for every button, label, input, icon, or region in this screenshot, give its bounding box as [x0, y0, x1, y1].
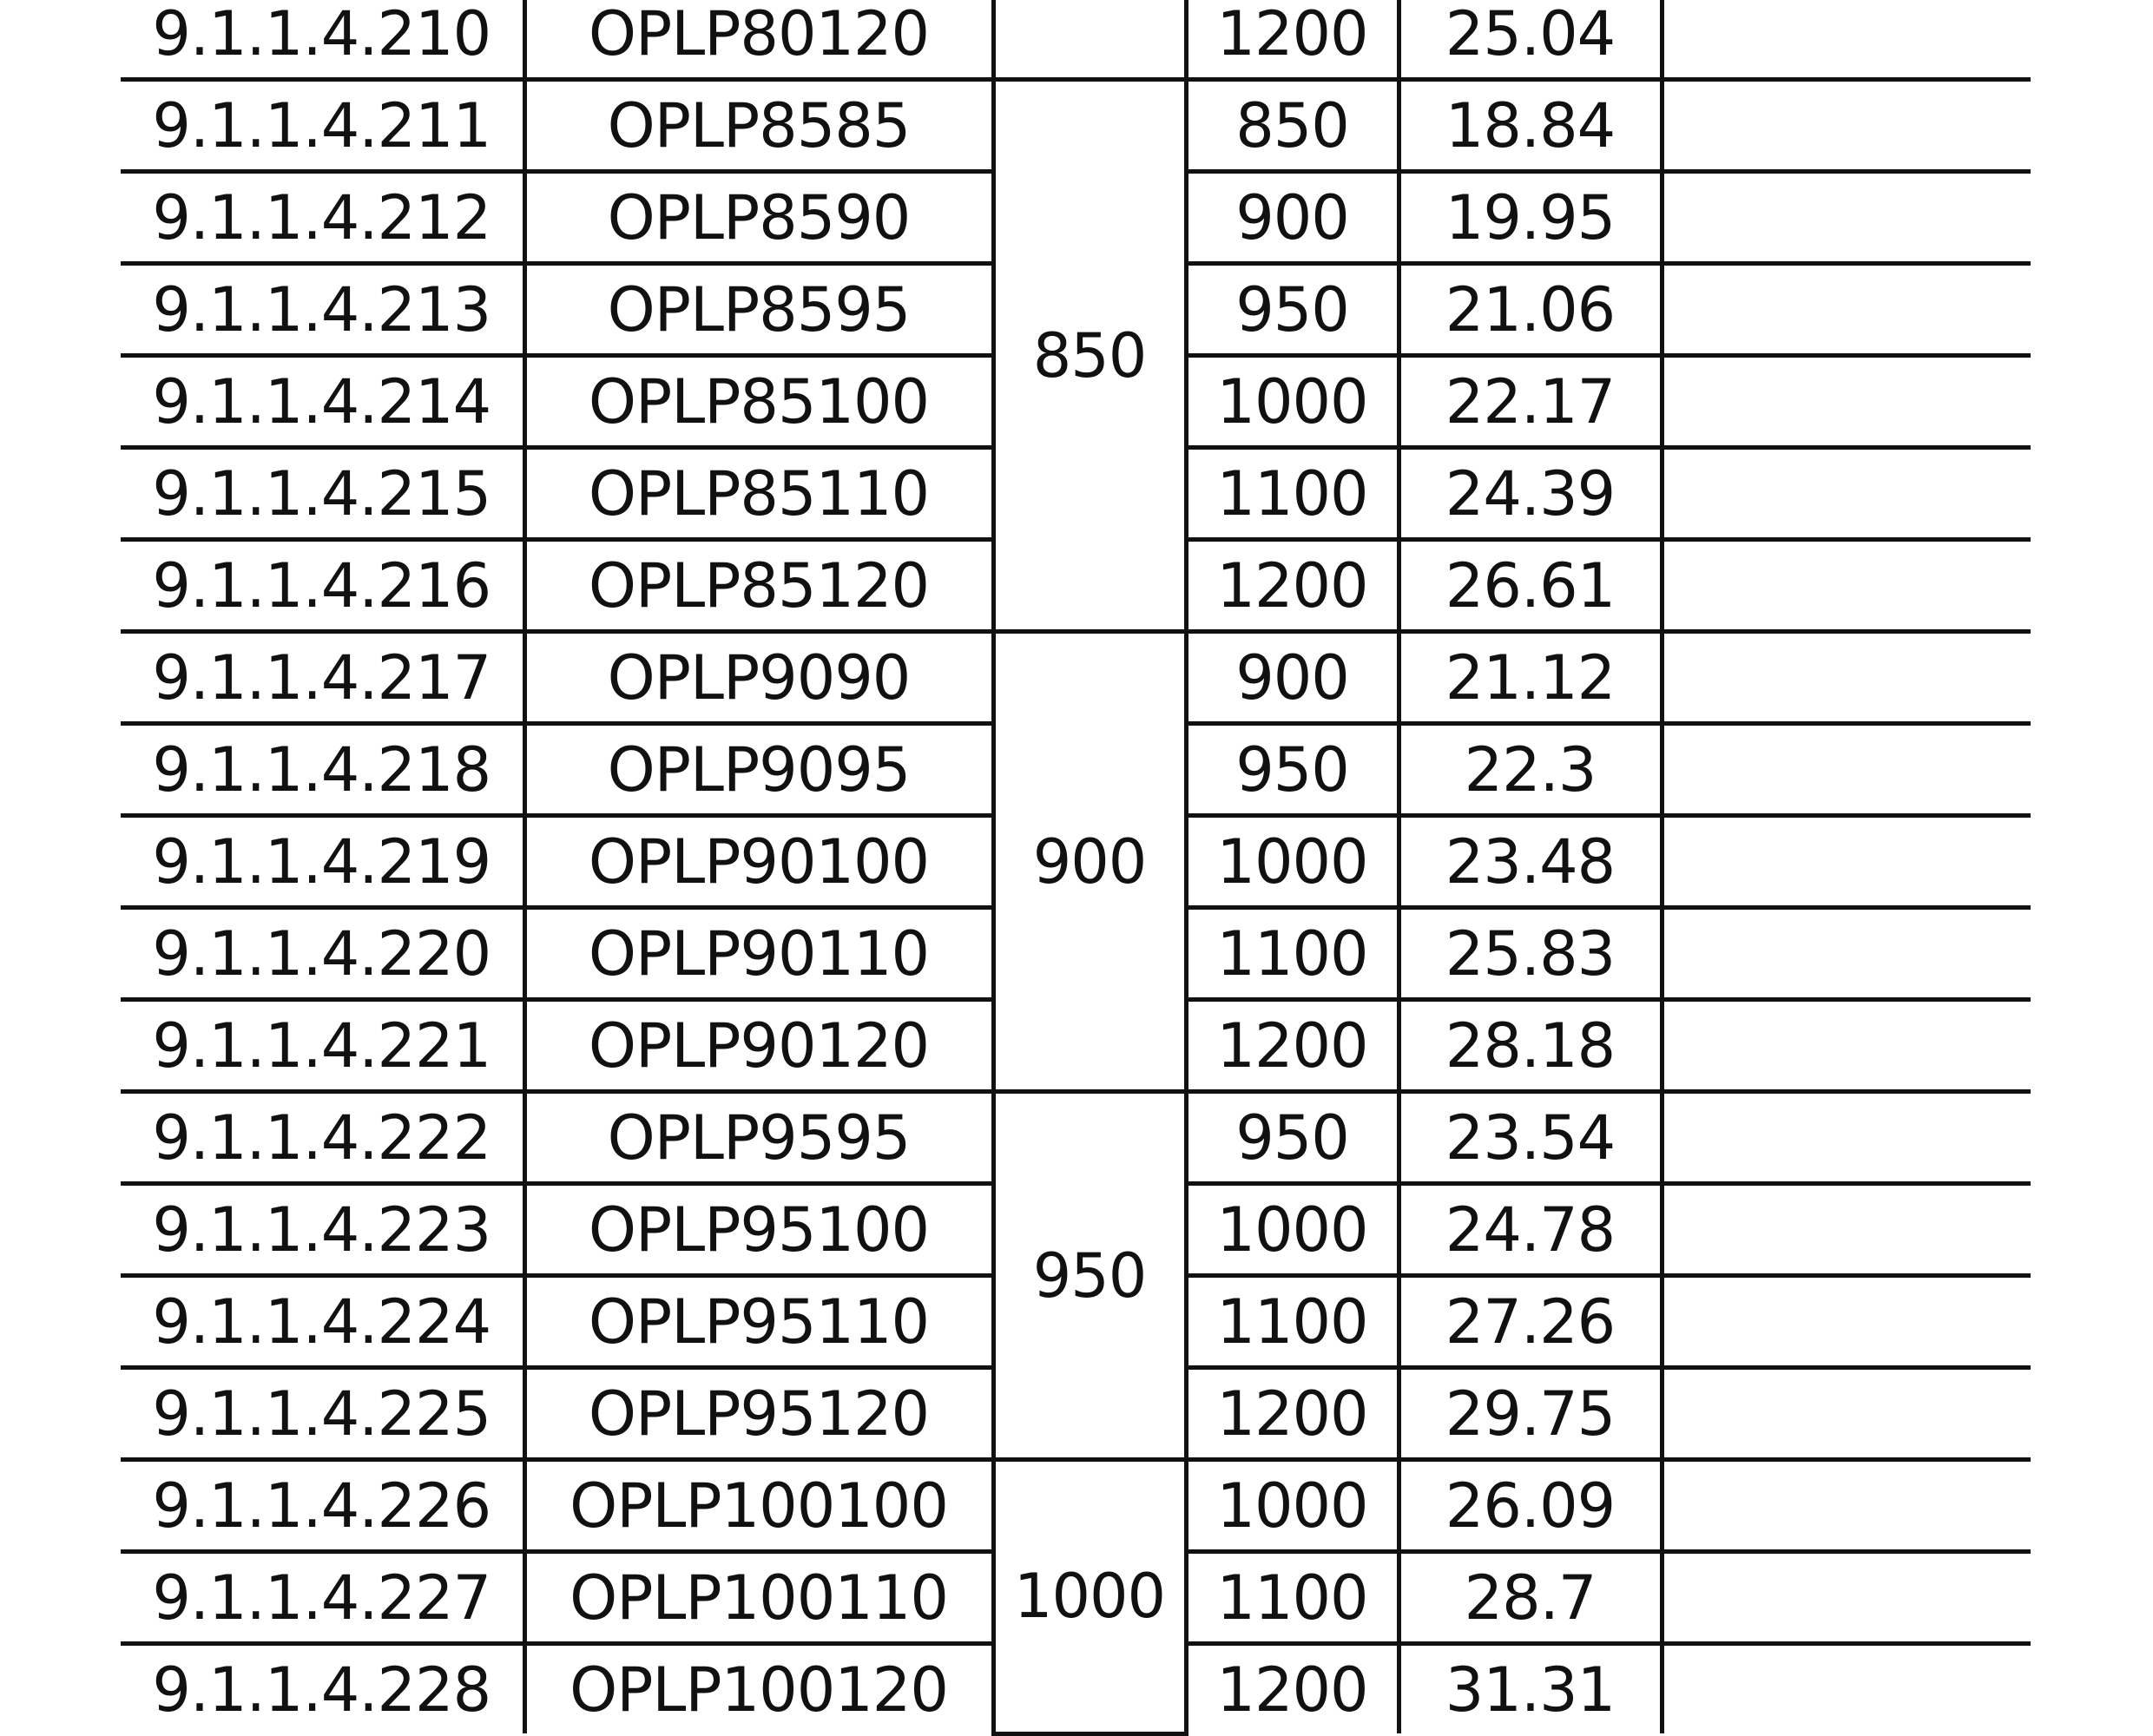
size-cell: 1100	[1186, 1552, 1399, 1644]
value-cell: 26.61	[1399, 540, 1662, 632]
item-number-cell: 9.1.1.4.213	[121, 264, 524, 356]
blank-cell	[1662, 1644, 2031, 1734]
model-code-cell: OPLP100110	[524, 1552, 993, 1644]
blank-cell	[1662, 1092, 2031, 1184]
model-code-cell: OPLP85120	[524, 540, 993, 632]
table-row	[121, 1092, 2031, 1184]
blank-cell	[1662, 1000, 2031, 1092]
size-cell: 1000	[1186, 356, 1399, 448]
item-number-cell: 9.1.1.4.228	[152, 1654, 491, 1726]
model-code-cell: OPLP100120	[524, 1644, 993, 1734]
item-number-cell: 9.1.1.4.216	[121, 540, 524, 632]
value-cell: 25.04	[1399, 0, 1662, 80]
value-cell: 22.17	[1399, 356, 1662, 448]
value-cell: 23.54	[1399, 1092, 1662, 1184]
model-code-cell: OPLP8595	[524, 264, 993, 356]
size-cell: 1000	[1186, 816, 1399, 908]
model-code-cell: OPLP9090	[524, 632, 993, 724]
value-cell: 28.18	[1399, 1000, 1662, 1092]
blank-cell	[1662, 356, 2031, 448]
value-cell: 19.95	[1399, 172, 1662, 264]
blank-cell	[1662, 540, 2031, 632]
model-code-cell: OPLP9095	[524, 724, 993, 816]
blank-cell	[1662, 1276, 2031, 1368]
table-row	[121, 0, 2031, 80]
blank-cell	[1662, 80, 2031, 172]
size-cell: 1100	[1186, 908, 1399, 1000]
item-number-cell: 9.1.1.4.217	[121, 632, 524, 724]
value-cell: 31.31	[1399, 1644, 1662, 1734]
blank-cell	[1662, 0, 2031, 80]
blank-cell	[1662, 1552, 2031, 1644]
item-number-cell: 9.1.1.4.220	[121, 908, 524, 1000]
value-cell: 22.3	[1399, 724, 1662, 816]
value-cell: 25.83	[1399, 908, 1662, 1000]
item-number-cell: 9.1.1.4.227	[121, 1552, 524, 1644]
model-code-cell: OPLP90100	[524, 816, 993, 908]
size-cell: 950	[1186, 1092, 1399, 1184]
model-code-cell: OPLP90120	[524, 1000, 993, 1092]
size-cell: 900	[1186, 172, 1399, 264]
group-width-cell: 900	[993, 632, 1186, 1092]
table-row	[121, 632, 2031, 724]
blank-cell	[1662, 724, 2031, 816]
value-cell: 26.09	[1399, 1460, 1662, 1552]
value-cell: 24.78	[1399, 1184, 1662, 1276]
size-cell: 1100	[1186, 448, 1399, 540]
size-cell: 1100	[1186, 1276, 1399, 1368]
blank-cell	[1662, 1184, 2031, 1276]
item-number-cell: 9.1.1.4.214	[121, 356, 524, 448]
model-code-cell: OPLP90110	[524, 908, 993, 1000]
value-cell: 18.84	[1399, 80, 1662, 172]
item-number-cell: 9.1.1.4.226	[121, 1460, 524, 1552]
blank-cell	[1662, 172, 2031, 264]
item-number-cell: 9.1.1.4.225	[121, 1368, 524, 1460]
value-cell: 24.39	[1399, 448, 1662, 540]
item-number-cell: 9.1.1.4.215	[121, 448, 524, 540]
item-number-cell: 9.1.1.4.211	[121, 80, 524, 172]
size-cell: 900	[1186, 632, 1399, 724]
item-number-cell: 9.1.1.4.219	[121, 816, 524, 908]
item-number-cell: 9.1.1.4.222	[121, 1092, 524, 1184]
size-cell: 1000	[1186, 1184, 1399, 1276]
blank-cell	[1662, 1460, 2031, 1552]
size-cell: 950	[1186, 264, 1399, 356]
blank-cell	[1662, 816, 2031, 908]
table-row	[121, 1460, 2031, 1552]
size-cell: 950	[1186, 724, 1399, 816]
model-code-cell: OPLP95110	[524, 1276, 993, 1368]
value-cell: 29.75	[1399, 1368, 1662, 1460]
value-cell: 21.06	[1399, 264, 1662, 356]
model-code-cell: OPLP85100	[524, 356, 993, 448]
group-width-cell	[993, 0, 1186, 80]
size-cell: 1200	[1186, 0, 1399, 80]
group-width-cell: 950	[993, 1092, 1186, 1460]
table-row	[121, 80, 2031, 172]
price-table	[121, 0, 2031, 1736]
blank-cell	[1662, 632, 2031, 724]
item-number-cell: 9.1.1.4.221	[121, 1000, 524, 1092]
item-number-cell: 9.1.1.4.224	[121, 1276, 524, 1368]
group-width-cell: 1000	[993, 1460, 1186, 1734]
blank-cell	[1662, 264, 2031, 356]
model-code-cell: OPLP95100	[524, 1184, 993, 1276]
size-cell: 1200	[1186, 540, 1399, 632]
model-code-cell: OPLP80120	[524, 0, 993, 80]
item-number-cell: 9.1.1.4.210	[121, 0, 524, 80]
item-number-cell: 9.1.1.4.212	[121, 172, 524, 264]
size-cell: 1200	[1186, 1000, 1399, 1092]
value-cell: 23.48	[1399, 816, 1662, 908]
blank-cell	[1662, 448, 2031, 540]
item-number-cell: 9.1.1.4.223	[121, 1184, 524, 1276]
model-code-cell: OPLP100100	[524, 1460, 993, 1552]
model-code-cell: OPLP8590	[524, 172, 993, 264]
item-number-cell: 9.1.1.4.218	[121, 724, 524, 816]
value-cell: 28.7	[1399, 1552, 1662, 1644]
blank-cell	[1662, 1368, 2031, 1460]
size-cell: 1200	[1186, 1644, 1399, 1734]
value-cell: 21.12	[1399, 632, 1662, 724]
group-width-cell: 850	[993, 80, 1186, 632]
size-cell: 1200	[1186, 1368, 1399, 1460]
size-cell: 850	[1186, 80, 1399, 172]
size-cell: 1000	[1186, 1460, 1399, 1552]
model-code-cell: OPLP85110	[524, 448, 993, 540]
table-body	[121, 0, 2031, 1733]
model-code-cell: OPLP95120	[524, 1368, 993, 1460]
value-cell: 27.26	[1399, 1276, 1662, 1368]
blank-cell	[1662, 908, 2031, 1000]
model-code-cell: OPLP8585	[524, 80, 993, 172]
model-code-cell: OPLP9595	[524, 1092, 993, 1184]
